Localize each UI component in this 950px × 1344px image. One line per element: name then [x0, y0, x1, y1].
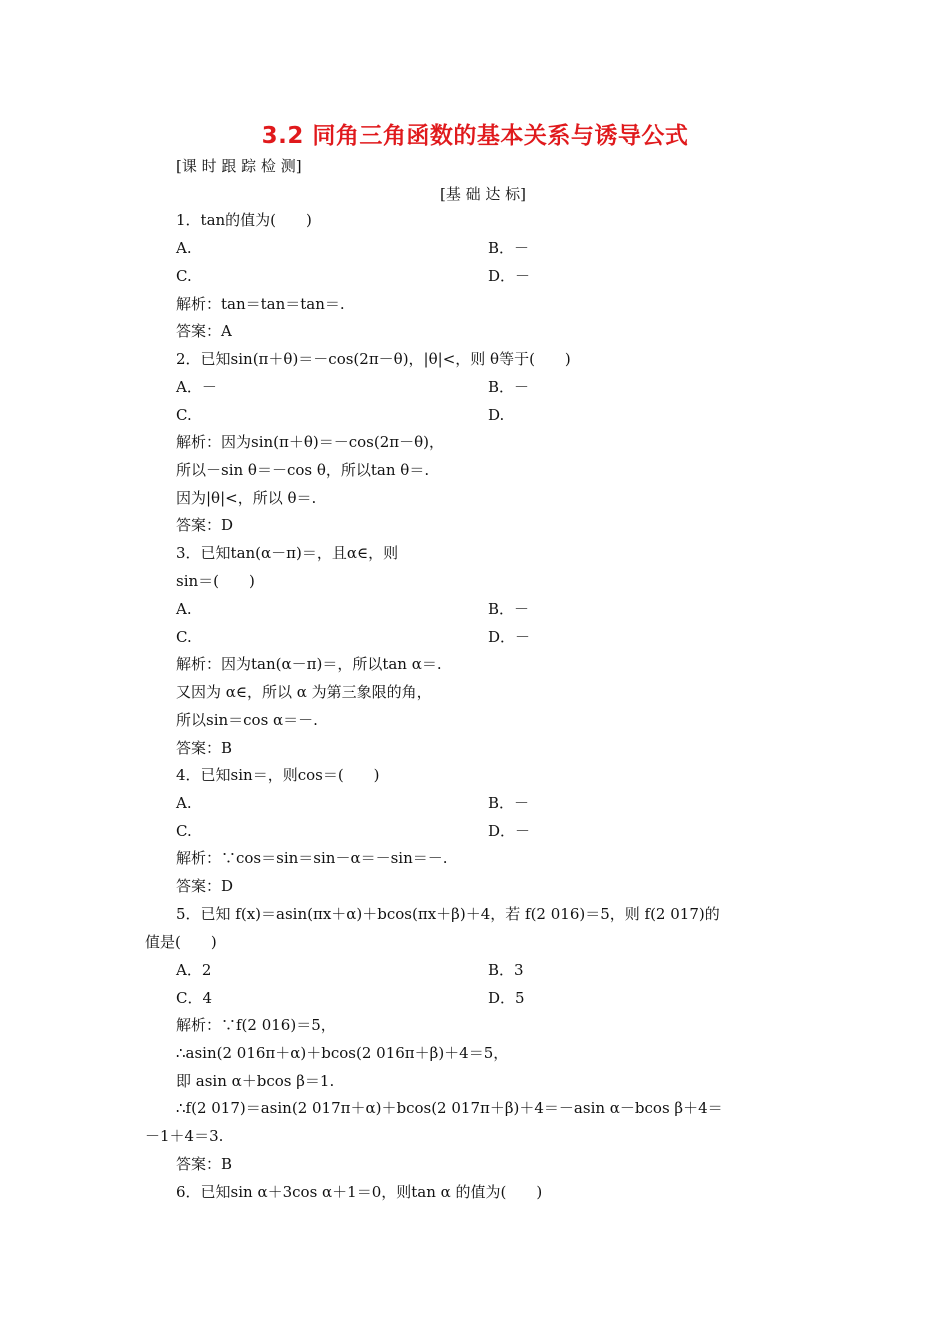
q2-option-b: B．－ — [488, 378, 530, 396]
q4-answer: 答案：D — [176, 877, 234, 895]
question-6: 6．已知sin α＋3cos α＋1＝0，则tan α 的值为( ) — [176, 1183, 543, 1201]
q4-option-c: C. — [176, 822, 192, 840]
q5-option-a: A．2 — [176, 961, 212, 979]
question-1: 1．tan的值为( ) — [176, 211, 312, 229]
q1-solution: 解析：tan＝tan＝tan＝. — [176, 295, 345, 313]
question-3: 3．已知tan(α－π)＝，且α∈，则 — [176, 544, 399, 562]
q3-option-a: A. — [176, 600, 192, 618]
q4-solution: 解析：∵cos＝sin＝sin－α＝－sin＝－. — [176, 849, 448, 867]
q3-option-c: C. — [176, 628, 192, 646]
question-2: 2．已知sin(π＋θ)＝－cos(2π－θ)，|θ|<，则 θ等于( ) — [176, 350, 571, 368]
q5-answer: 答案：B — [176, 1155, 233, 1173]
q3-option-d: D．－ — [488, 628, 531, 646]
q5-solution-1: 解析：∵f(2 016)＝5， — [176, 1016, 336, 1034]
q3-solution-2: 又因为 α∈，所以 α 为第三象限的角， — [176, 683, 432, 701]
q1-option-d: D．－ — [488, 267, 531, 285]
q2-option-a: A．－ — [176, 378, 217, 396]
q5-solution-5: －1＋4＝3. — [145, 1127, 224, 1145]
q5-option-d: D．5 — [488, 989, 525, 1007]
q3-option-b: B．－ — [488, 600, 530, 618]
q4-option-b: B．－ — [488, 794, 530, 812]
q1-answer: 答案：A — [176, 322, 232, 340]
q2-solution-3: 因为|θ|<，所以 θ＝. — [176, 489, 317, 507]
subsection-label: [基 础 达 标] — [440, 185, 527, 203]
q4-option-d: D．－ — [488, 822, 531, 840]
q5-option-c: C．4 — [176, 989, 213, 1007]
q3-solution-3: 所以sin＝cos α＝－. — [176, 711, 318, 729]
q2-option-c: C. — [176, 406, 192, 424]
document-title: 3.2 同角三角函数的基本关系与诱导公式 — [261, 123, 689, 149]
q2-solution-2: 所以－sin θ＝－cos θ，所以tan θ＝. — [176, 461, 430, 479]
q1-option-b: B．－ — [488, 239, 530, 257]
question-5-cont: 值是( ) — [145, 933, 217, 951]
q3-answer: 答案：B — [176, 739, 233, 757]
q5-option-b: B．3 — [488, 961, 524, 979]
q3-solution-1: 解析：因为tan(α－π)＝，所以tan α＝. — [176, 655, 442, 673]
q2-option-d: D. — [488, 406, 505, 424]
q1-option-a: A. — [176, 239, 192, 257]
question-5: 5．已知 f(x)＝asin(πx＋α)＋bcos(πx＋β)＋4，若 f(2 016)＝5，则 f(2 017)的 — [176, 905, 720, 923]
q5-solution-4: ∴f(2 017)＝asin(2 017π＋α)＋bcos(2 017π＋β)＋4＝－asin α－bcos β＋4＝ — [176, 1099, 723, 1117]
q4-option-a: A. — [176, 794, 192, 812]
q5-solution-2: ∴asin(2 016π＋α)＋bcos(2 016π＋β)＋4＝5， — [176, 1044, 509, 1062]
question-4: 4．已知sin＝，则cos＝( ) — [176, 766, 380, 784]
q2-solution-1: 解析：因为sin(π＋θ)＝－cos(2π－θ)， — [176, 433, 445, 451]
q5-solution-3: 即 asin α＋bcos β＝1. — [176, 1072, 335, 1090]
q2-answer: 答案：D — [176, 516, 234, 534]
question-3-cont: sin＝( ) — [176, 572, 255, 590]
section-label: [课 时 跟 踪 检 测] — [176, 157, 302, 175]
q1-option-c: C. — [176, 267, 192, 285]
